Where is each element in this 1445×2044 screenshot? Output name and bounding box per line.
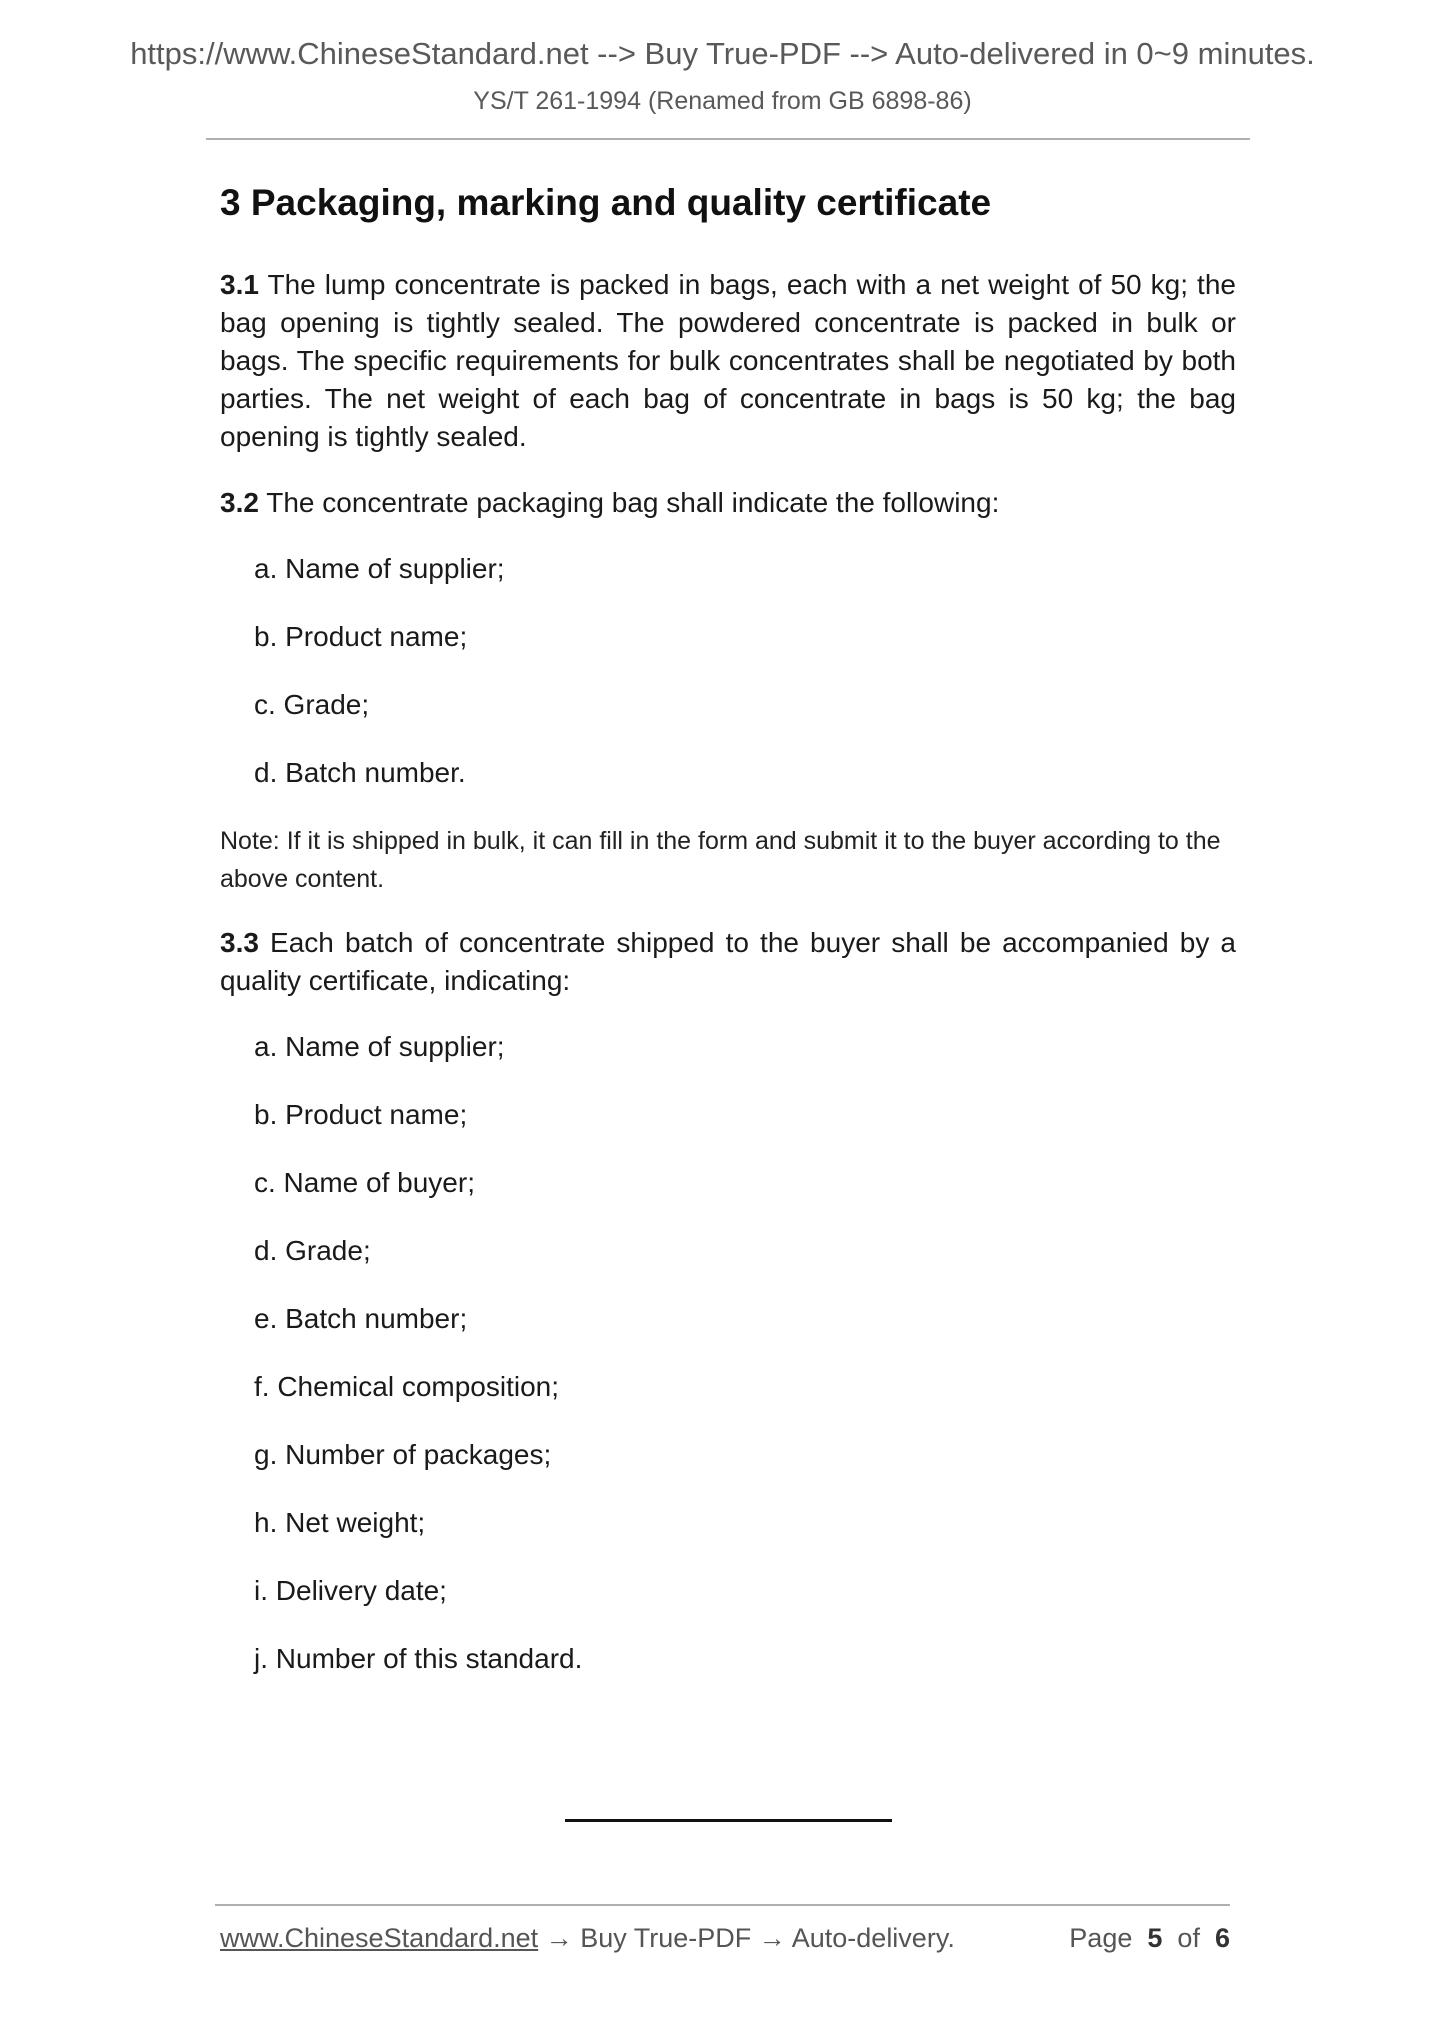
- list-item: c. Grade;: [254, 689, 370, 720]
- section-title: 3 Packaging, marking and quality certificate: [220, 182, 992, 223]
- clause-3-3: [220, 924, 1236, 1000]
- list-item: i. Delivery date;: [254, 1575, 447, 1606]
- list-item: a. Name of supplier;: [254, 1031, 505, 1062]
- header-standard-id: YS/T 261-1994 (Renamed from GB 6898-86): [473, 87, 972, 115]
- list-item: g. Number of packages;: [254, 1439, 552, 1470]
- clause-3-2-number: 3.2: [220, 487, 259, 518]
- footer-divider: [215, 1904, 1230, 1906]
- page-indicator: [1069, 1923, 1230, 1954]
- footer-promo: [220, 1923, 955, 1954]
- list-item: b. Product name;: [254, 1099, 468, 1130]
- list-item: b. Product name;: [254, 621, 468, 652]
- clause-3-2-list: [254, 550, 1236, 792]
- page-total: 6: [1214, 1923, 1230, 1953]
- list-item: j. Number of this standard.: [254, 1643, 583, 1674]
- of-label: of: [1177, 1923, 1200, 1953]
- footer-site-link[interactable]: www.ChineseStandard.net: [220, 1923, 539, 1953]
- footer-promo-text: → Buy True-PDF → Auto-delivery.: [538, 1923, 955, 1953]
- clause-3-2-note: Note: If it is shipped in bulk, it can fill in the form and submit it to the buyer according to the above content.: [220, 827, 1221, 893]
- list-item: e. Batch number;: [254, 1303, 468, 1334]
- list-item: c. Name of buyer;: [254, 1167, 475, 1198]
- list-item: d. Batch number.: [254, 757, 466, 788]
- clause-3-3-number: 3.3: [220, 927, 259, 958]
- header-divider: [206, 138, 1250, 140]
- list-item: a. Name of supplier;: [254, 553, 505, 584]
- clause-3-1-number: 3.1: [220, 269, 259, 300]
- clause-3-2-text: The concentrate packaging bag shall indicate the following:: [266, 487, 1000, 518]
- header-url-banner: https://www.ChineseStandard.net --> Buy True-PDF --> Auto-delivered in 0~9 minutes.: [130, 36, 1315, 71]
- clause-3-3-text: Each batch of concentrate shipped to the buyer shall be accompanied by a quality certificate, indicating:: [220, 927, 1237, 996]
- clause-3-1: [220, 266, 1236, 456]
- list-item: h. Net weight;: [254, 1507, 426, 1538]
- list-item: d. Grade;: [254, 1235, 371, 1266]
- list-item: f. Chemical composition;: [254, 1371, 560, 1402]
- clause-3-1-text: The lump concentrate is packed in bags, each with a net weight of 50 kg; the bag opening is tightly sealed. The powdered concentrate is packed in bulk or bags. The specific requirements for bulk concentrates shall be negotiated by both parties. The net weight of each bag of concentrate in bags is 50 kg; the bag opening is tightly sealed.: [220, 269, 1236, 452]
- end-of-standard-rule: [565, 1819, 892, 1822]
- clause-3-3-list: [254, 1028, 1236, 1678]
- page-label: Page: [1069, 1923, 1133, 1953]
- page-current: 5: [1147, 1923, 1163, 1953]
- clause-3-2: [220, 484, 1236, 522]
- document-body: [220, 182, 1236, 1708]
